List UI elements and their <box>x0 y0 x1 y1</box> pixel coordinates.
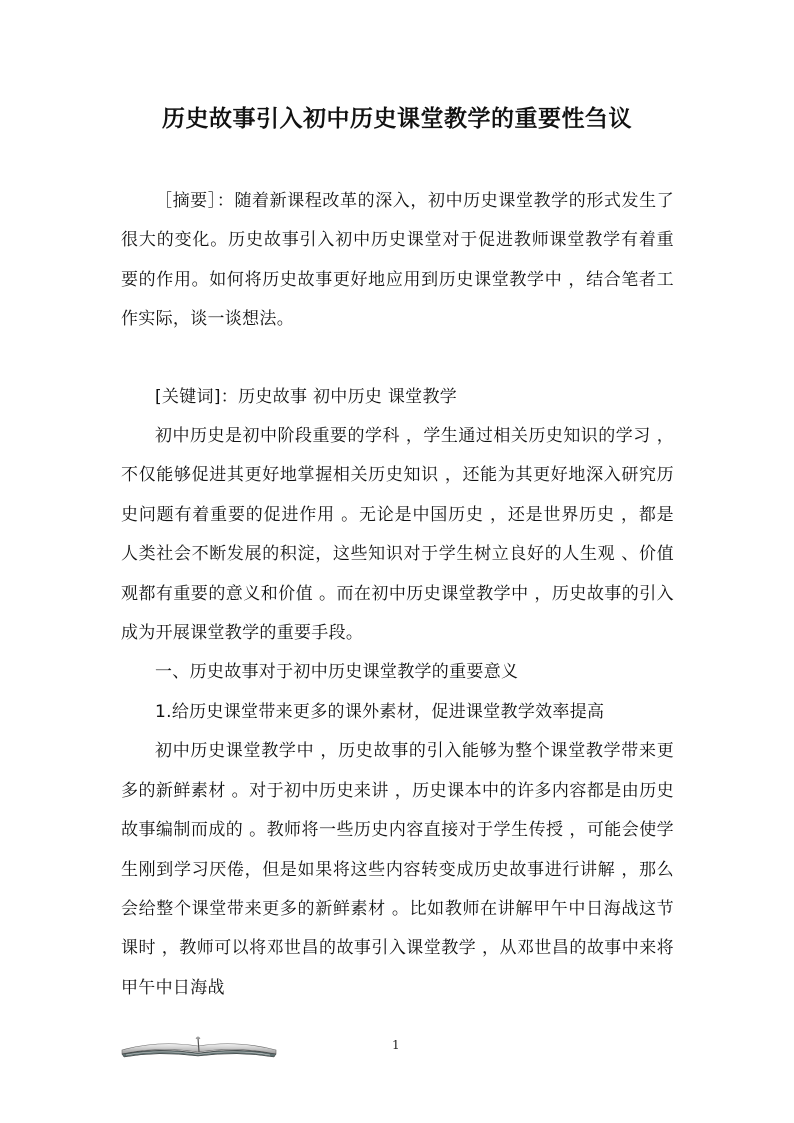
abstract-paragraph: ［摘要］：随着新课程改革的深入，初中历史课堂教学的形式发生了很大的变化。历史故事引入初中历史课堂对于促进教师课堂教学有着重要的作用。如何将历史故事更好地应用到历史课堂教学中 ，结合笔者工作实际，谈一谈想法。 <box>121 191 674 330</box>
page-number: 1 <box>392 1038 400 1052</box>
subsection-heading: 1.给历史课堂带来更多的课外素材，促进课堂教学效率提高 <box>155 701 605 722</box>
keywords-paragraph: [关键词]：历史故事 初中历史 课堂教学 <box>155 386 458 407</box>
intro-paragraph: 初中历史是初中阶段重要的学科 ，学生通过相关历史知识的学习 ，不仅能够促进其更好地掌握相关历史知识 ，还能为其更好地深入研究历史问题有着重要的促进作用 。无论是中国历史 ，还是世界历史 ，都是人类社会不断发展的积淀，这些知识对于学生树立良好的人生观 、价值观都有重要的意义和价值 。而在初中历史课堂教学中 ，历史故事的引入成为开展课堂教学的重要手段。 <box>121 426 674 644</box>
open-book-icon <box>118 1030 280 1062</box>
body-paragraph: 初中历史课堂教学中 ，历史故事的引入能够为整个课堂教学带来更多的新鲜素材 。对于初中历史来讲 ，历史课本中的许多内容都是由历史故事编制而成的 。教师将一些历史内容直接对于学生传授 ，可能会使学生刚到学习厌倦，但是如果将这些内容转变成历史故事进行讲解 ，那么会给整个课堂带来更多的新鲜素材 。比如教师在讲解甲午中日海战这节课时 ，教师可以将邓世昌的故事引入课堂教学 ，从邓世昌的故事中来将甲午中日海战 <box>121 741 674 998</box>
body-text <box>121 182 674 1008</box>
section-heading: 一、历史故事对于初中历史课堂教学的重要意义 <box>155 662 519 683</box>
page-title: 历史故事引入初中历史课堂教学的重要性刍议 <box>162 106 632 132</box>
